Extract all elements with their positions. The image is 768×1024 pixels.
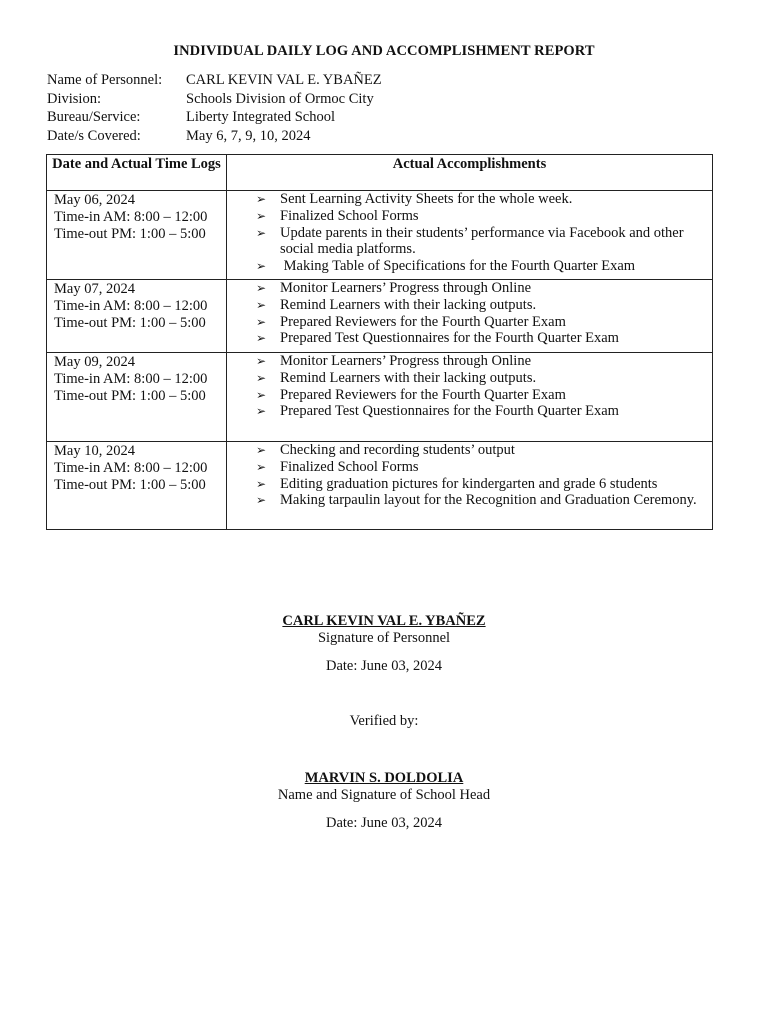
list-item: ➢ Remind Learners with their lacking outputs. bbox=[256, 369, 537, 386]
time-in: Time-in AM: 8:00 – 12:00 bbox=[54, 370, 208, 387]
time-out: Time-out PM: 1:00 – 5:00 bbox=[54, 225, 206, 242]
accomplishments-cell bbox=[227, 280, 713, 353]
list-item: ➢ Remind Learners with their lacking outputs. bbox=[256, 296, 537, 313]
info-row-dates bbox=[47, 127, 382, 146]
time-out: Time-out PM: 1:00 – 5:00 bbox=[54, 387, 206, 404]
arrowhead-bullet-icon: ➢ bbox=[256, 493, 267, 508]
accomplishments-cell bbox=[227, 353, 713, 442]
list-item: ➢ Making tarpaulin layout for the Recognition and Graduation Ceremony. bbox=[256, 492, 697, 509]
list-item: ➢ Monitor Learners’ Progress through Online bbox=[256, 280, 532, 296]
accomplishment-list bbox=[227, 353, 712, 420]
table-row bbox=[47, 442, 713, 530]
arrowhead-bullet-icon: ➢ bbox=[256, 387, 267, 402]
header-accomplishments: Actual Accomplishments bbox=[227, 155, 713, 191]
report-title: INDIVIDUAL DAILY LOG AND ACCOMPLISHMENT REPORT bbox=[173, 43, 595, 59]
list-item: ➢ Editing graduation pictures for kindergarten and grade 6 students bbox=[256, 475, 658, 492]
arrowhead-bullet-icon: ➢ bbox=[256, 331, 267, 346]
personnel-signature-label: Signature of Personnel bbox=[317, 630, 451, 646]
arrowhead-bullet-icon: ➢ bbox=[256, 259, 267, 274]
date-cell bbox=[47, 442, 227, 530]
log-date: May 10, 2024 bbox=[54, 443, 135, 459]
accomplishments-cell bbox=[227, 442, 713, 530]
list-item: ➢ Prepared Reviewers for the Fourth Quarter Exam bbox=[256, 313, 566, 330]
school-head-signature-block bbox=[0, 770, 768, 832]
header-date-time-logs: Date and Actual Time Logs bbox=[47, 155, 227, 191]
arrowhead-bullet-icon: ➢ bbox=[256, 476, 267, 491]
list-item: ➢ Prepared Test Questionnaires for the Fourth Quarter Exam bbox=[256, 330, 619, 347]
info-row-name bbox=[47, 71, 382, 90]
arrowhead-bullet-icon: ➢ bbox=[256, 370, 267, 385]
list-item: ➢ Checking and recording students’ output bbox=[256, 442, 515, 458]
arrowhead-bullet-icon: ➢ bbox=[256, 297, 267, 312]
info-value: CARL KEVIN VAL E. YBAÑEZ bbox=[186, 72, 382, 88]
log-date: May 06, 2024 bbox=[54, 192, 135, 208]
info-label: Name of Personnel: bbox=[47, 72, 163, 88]
arrowhead-bullet-icon: ➢ bbox=[256, 354, 267, 368]
info-value: May 6, 7, 9, 10, 2024 bbox=[186, 127, 311, 144]
list-item: ➢ Update parents in their students’ performance via Facebook and other social media platforms. bbox=[256, 224, 684, 258]
accomplishments-cell bbox=[227, 191, 713, 280]
arrowhead-bullet-icon: ➢ bbox=[256, 208, 267, 223]
table-header-row bbox=[47, 155, 713, 191]
date-cell bbox=[47, 353, 227, 442]
personnel-signature-date: Date: June 03, 2024 bbox=[326, 658, 442, 674]
info-label: Division: bbox=[47, 90, 101, 107]
personnel-info bbox=[47, 71, 382, 145]
verified-by-label: Verified by: bbox=[349, 713, 419, 729]
table-row bbox=[47, 353, 713, 442]
log-date: May 09, 2024 bbox=[54, 354, 135, 370]
time-in: Time-in AM: 8:00 – 12:00 bbox=[54, 459, 208, 476]
accomplishment-table bbox=[46, 154, 713, 530]
school-head-name: MARVIN S. DOLDOLIA bbox=[304, 770, 464, 786]
log-date: May 07, 2024 bbox=[54, 281, 135, 297]
info-label: Date/s Covered: bbox=[47, 127, 141, 144]
time-out: Time-out PM: 1:00 – 5:00 bbox=[54, 314, 206, 331]
arrowhead-bullet-icon: ➢ bbox=[256, 225, 267, 240]
list-item: ➢ Finalized School Forms bbox=[256, 207, 419, 224]
arrowhead-bullet-icon: ➢ bbox=[256, 404, 267, 419]
list-item: ➢ Prepared Test Questionnaires for the Fourth Quarter Exam bbox=[256, 403, 619, 420]
arrowhead-bullet-icon: ➢ bbox=[256, 314, 267, 329]
time-in: Time-in AM: 8:00 – 12:00 bbox=[54, 208, 208, 225]
arrowhead-bullet-icon: ➢ bbox=[256, 443, 267, 457]
school-head-signature-date: Date: June 03, 2024 bbox=[326, 815, 442, 831]
personnel-signature-block bbox=[0, 613, 768, 675]
time-in: Time-in AM: 8:00 – 12:00 bbox=[54, 297, 208, 314]
info-label: Bureau/Service: bbox=[47, 109, 141, 125]
list-item: ➢ Finalized School Forms bbox=[256, 458, 419, 475]
info-value: Liberty Integrated School bbox=[186, 109, 335, 125]
table-row bbox=[47, 191, 713, 280]
school-head-signature-label: Name and Signature of School Head bbox=[277, 787, 491, 803]
arrowhead-bullet-icon: ➢ bbox=[256, 459, 267, 474]
accomplishment-list bbox=[227, 442, 712, 509]
table-row bbox=[47, 280, 713, 353]
info-value: Schools Division of Ormoc City bbox=[186, 90, 374, 107]
date-cell bbox=[47, 280, 227, 353]
time-out: Time-out PM: 1:00 – 5:00 bbox=[54, 476, 206, 493]
info-row-bureau bbox=[47, 108, 382, 127]
list-item: ➢ Sent Learning Activity Sheets for the whole week. bbox=[256, 191, 573, 207]
list-item: ➢ Monitor Learners’ Progress through Online bbox=[256, 353, 532, 369]
arrowhead-bullet-icon: ➢ bbox=[256, 192, 267, 206]
list-item: ➢ Prepared Reviewers for the Fourth Quarter Exam bbox=[256, 386, 566, 403]
arrowhead-bullet-icon: ➢ bbox=[256, 281, 267, 295]
accomplishment-list bbox=[227, 191, 712, 275]
date-cell bbox=[47, 191, 227, 280]
personnel-name: CARL KEVIN VAL E. YBAÑEZ bbox=[282, 613, 486, 629]
info-row-division bbox=[47, 90, 382, 109]
list-item: ➢ Making Table of Specifications for the Fourth Quarter Exam bbox=[256, 258, 636, 275]
accomplishment-list bbox=[227, 280, 712, 347]
